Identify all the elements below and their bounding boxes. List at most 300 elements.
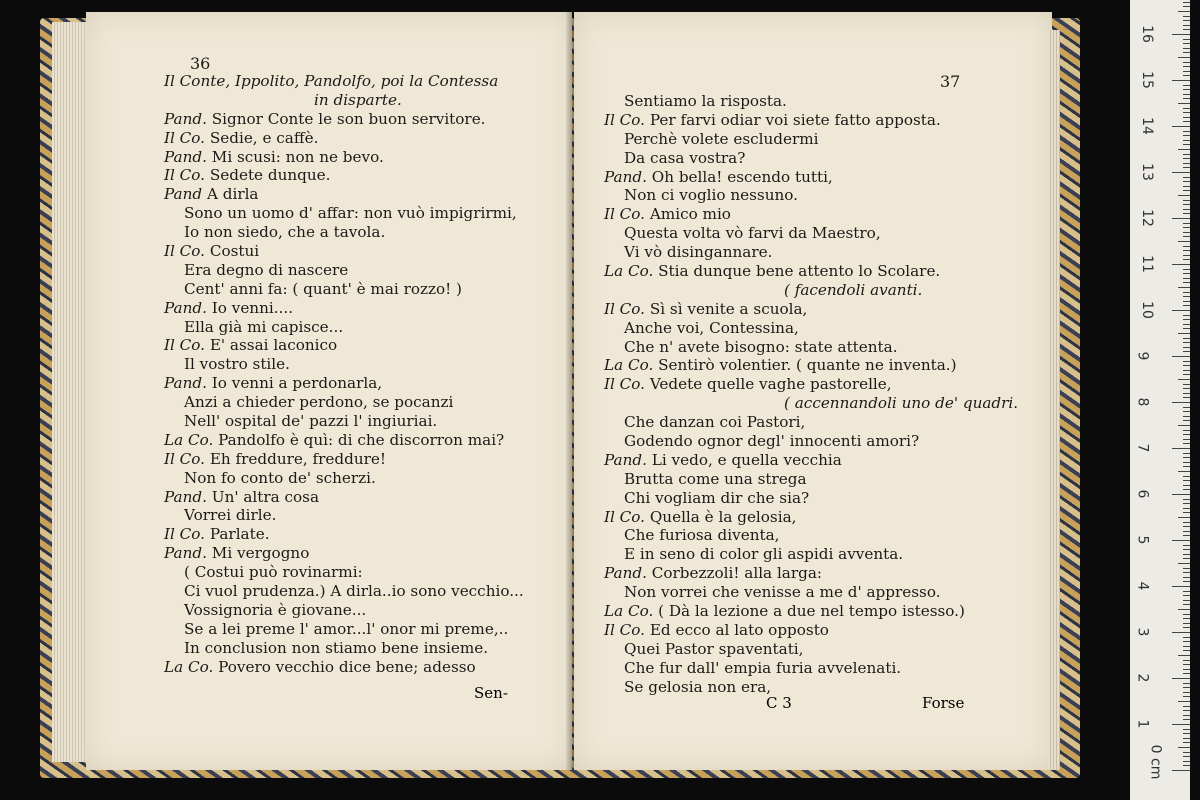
ruler-tick bbox=[1183, 190, 1190, 191]
line-text: Ci vuol prudenza.) A dirla..io sono vecchio... bbox=[184, 582, 524, 601]
ruler-tick bbox=[1172, 264, 1190, 265]
ruler-tick bbox=[1183, 457, 1190, 458]
line-text: Chi vogliam dir che sia? bbox=[624, 488, 810, 507]
ruler-tick bbox=[1183, 144, 1190, 145]
text-line bbox=[604, 224, 1018, 243]
text-line bbox=[164, 110, 524, 129]
ruler-tick bbox=[1183, 269, 1190, 270]
ruler-tick bbox=[1183, 430, 1190, 431]
ruler-number: 6 bbox=[1134, 489, 1151, 499]
text-line bbox=[604, 205, 1018, 224]
ruler-tick bbox=[1183, 591, 1190, 592]
ruler-tick bbox=[1183, 43, 1190, 44]
ruler-number: 1 bbox=[1134, 719, 1151, 729]
ruler-tick bbox=[1183, 393, 1190, 394]
ruler-tick bbox=[1178, 333, 1190, 334]
text-line bbox=[604, 338, 1018, 357]
ruler-tick bbox=[1183, 545, 1190, 546]
ruler-tick bbox=[1183, 443, 1190, 444]
ruler-tick bbox=[1183, 85, 1190, 86]
ruler-number: 9 bbox=[1134, 351, 1151, 361]
line-text: Sedie, e caffè. bbox=[209, 128, 319, 147]
speaker-label: La Co. bbox=[164, 657, 214, 676]
ruler-tick bbox=[1178, 701, 1190, 702]
speaker-label: Pand. bbox=[164, 109, 207, 128]
page-number-right: 37 bbox=[940, 72, 961, 91]
line-text: Sono un uomo d' affar: non vuò impigrirmi, bbox=[184, 204, 517, 223]
ruler-tick bbox=[1172, 80, 1190, 81]
speaker-label: Il Co. bbox=[164, 525, 206, 544]
ruler-tick bbox=[1183, 140, 1190, 141]
ruler-tick bbox=[1183, 623, 1190, 624]
ruler-number: 5 bbox=[1134, 535, 1151, 545]
ruler-tick bbox=[1172, 218, 1190, 219]
text-line bbox=[604, 451, 1018, 470]
ruler-tick bbox=[1183, 558, 1190, 559]
ruler-tick bbox=[1172, 540, 1190, 541]
line-text: Mi scusi: non ne bevo. bbox=[211, 147, 384, 166]
text-line bbox=[164, 620, 524, 639]
ruler-tick bbox=[1183, 71, 1190, 72]
speaker-label: Il Co. bbox=[604, 620, 646, 639]
ruler-number: 3 bbox=[1134, 627, 1151, 637]
ruler-tick bbox=[1183, 388, 1190, 389]
ruler-tick bbox=[1183, 351, 1190, 352]
ruler-tick bbox=[1183, 641, 1190, 642]
ruler-tick bbox=[1183, 236, 1190, 237]
speaker-label: Il Co. bbox=[164, 242, 206, 261]
ruler-tick bbox=[1183, 246, 1190, 247]
line-text: Non ci voglio nessuno. bbox=[624, 186, 798, 205]
ruler-tick bbox=[1183, 715, 1190, 716]
ruler-tick bbox=[1183, 522, 1190, 523]
signature-mark: C 3 bbox=[766, 694, 792, 712]
ruler-tick bbox=[1183, 719, 1190, 720]
ruler-tick bbox=[1183, 338, 1190, 339]
ruler-tick bbox=[1183, 687, 1190, 688]
ruler-tick bbox=[1183, 439, 1190, 440]
ruler-tick bbox=[1172, 356, 1190, 357]
line-text: Stia dunque bene attento lo Scolare. bbox=[658, 262, 941, 281]
ruler-number: 7 bbox=[1134, 443, 1151, 453]
line-text: Vossignoria è giovane... bbox=[184, 600, 367, 619]
ruler-tick bbox=[1183, 2, 1190, 3]
ruler-tick bbox=[1178, 287, 1190, 288]
line-text: Io non siedo, che a tavola. bbox=[184, 223, 386, 242]
text-line bbox=[604, 394, 1018, 413]
ruler-tick bbox=[1183, 531, 1190, 532]
text-line bbox=[164, 658, 524, 677]
line-text: Pandolfo è quì: di che discorron mai? bbox=[218, 430, 505, 449]
text-line bbox=[164, 450, 524, 469]
ruler-tick bbox=[1183, 39, 1190, 40]
speaker-label: Il Co. bbox=[164, 128, 206, 147]
ruler-tick bbox=[1178, 11, 1190, 12]
ruler-number: 12 bbox=[1138, 209, 1155, 227]
ruler-tick bbox=[1183, 250, 1190, 251]
speaker-label: Pand bbox=[164, 185, 203, 204]
ruler-tick bbox=[1183, 614, 1190, 615]
ruler-tick bbox=[1183, 600, 1190, 601]
ruler-tick bbox=[1183, 577, 1190, 578]
ruler-tick bbox=[1183, 347, 1190, 348]
ruler-tick bbox=[1183, 6, 1190, 7]
ruler-tick bbox=[1183, 568, 1190, 569]
text-line bbox=[604, 281, 1018, 300]
ruler-tick bbox=[1172, 632, 1190, 633]
line-text: ( facendoli avanti. bbox=[784, 280, 923, 299]
line-text: Brutta come una strega bbox=[624, 469, 807, 488]
line-text: Li vedo, e quella vecchia bbox=[651, 450, 842, 469]
ruler-tick bbox=[1183, 259, 1190, 260]
ruler-number: 16 bbox=[1138, 25, 1155, 43]
line-text: Perchè volete escludermi bbox=[624, 129, 819, 148]
text-line bbox=[164, 563, 524, 582]
text-line bbox=[164, 544, 524, 563]
text-line bbox=[604, 621, 1018, 640]
ruler-number: 10 bbox=[1138, 301, 1155, 319]
speaker-label: Il Co. bbox=[604, 375, 646, 394]
line-text: Mi vergogno bbox=[211, 544, 310, 563]
text-line bbox=[164, 469, 524, 488]
ruler-tick bbox=[1172, 402, 1190, 403]
ruler-tick bbox=[1172, 678, 1190, 679]
ruler-tick bbox=[1172, 126, 1190, 127]
ruler-tick bbox=[1183, 292, 1190, 293]
ruler-tick bbox=[1183, 135, 1190, 136]
ruler-tick bbox=[1183, 361, 1190, 362]
ruler-tick bbox=[1183, 278, 1190, 279]
ruler-tick bbox=[1183, 94, 1190, 95]
speaker-label: Il Co. bbox=[604, 299, 646, 318]
speaker-label: Il Co. bbox=[604, 507, 646, 526]
ruler-tick bbox=[1183, 673, 1190, 674]
ruler-tick bbox=[1183, 301, 1190, 302]
line-text: Parlate. bbox=[209, 525, 270, 544]
text-line bbox=[164, 601, 524, 620]
text-line bbox=[604, 526, 1018, 545]
text-line bbox=[604, 149, 1018, 168]
ruler-tick bbox=[1183, 733, 1190, 734]
text-line bbox=[604, 111, 1018, 130]
ruler-tick bbox=[1183, 365, 1190, 366]
text-line bbox=[164, 412, 524, 431]
ruler-tick bbox=[1183, 154, 1190, 155]
ruler-tick bbox=[1183, 637, 1190, 638]
ruler-tick bbox=[1172, 34, 1190, 35]
ruler-tick bbox=[1183, 416, 1190, 417]
line-text: Che furiosa diventa, bbox=[624, 526, 780, 545]
ruler-tick bbox=[1183, 213, 1190, 214]
ruler-tick bbox=[1183, 315, 1190, 316]
text-line bbox=[164, 355, 524, 374]
ruler-tick bbox=[1183, 223, 1190, 224]
line-text: Sì sì venite a scuola, bbox=[649, 299, 808, 318]
line-text: Vedete quelle vaghe pastorelle, bbox=[649, 375, 892, 394]
ruler-tick bbox=[1178, 149, 1190, 150]
ruler-tick bbox=[1183, 604, 1190, 605]
ruler-tick bbox=[1183, 627, 1190, 628]
speaker-label: Il Co. bbox=[164, 166, 206, 185]
speaker-label: La Co. bbox=[164, 430, 214, 449]
ruler-tick bbox=[1183, 752, 1190, 753]
ruler-tick bbox=[1183, 370, 1190, 371]
ruler-tick bbox=[1183, 765, 1190, 766]
ruler-tick bbox=[1183, 411, 1190, 412]
ruler-tick bbox=[1183, 16, 1190, 17]
ruler-number: 11 bbox=[1138, 255, 1155, 273]
text-line bbox=[164, 204, 524, 223]
speaker-label: La Co. bbox=[604, 602, 654, 621]
text-line bbox=[604, 243, 1018, 262]
ruler-number: 2 bbox=[1134, 673, 1151, 683]
ruler-tick bbox=[1183, 669, 1190, 670]
ruler-tick bbox=[1183, 489, 1190, 490]
text-line bbox=[164, 336, 524, 355]
ruler-tick bbox=[1172, 448, 1190, 449]
text-line bbox=[164, 261, 524, 280]
speaker-label: Pand. bbox=[164, 487, 207, 506]
ruler-tick bbox=[1183, 52, 1190, 53]
text-line bbox=[164, 223, 524, 242]
ruler-tick bbox=[1178, 609, 1190, 610]
line-text: In conclusion non stiamo bene insieme. bbox=[184, 638, 489, 657]
line-text: ( Costui può rovinarmi: bbox=[184, 563, 363, 582]
ruler-tick bbox=[1178, 241, 1190, 242]
ruler-tick bbox=[1183, 526, 1190, 527]
ruler-number: 8 bbox=[1134, 397, 1151, 407]
line-text: Che n' avete bisogno: state attenta. bbox=[624, 337, 898, 356]
text-line bbox=[604, 564, 1018, 583]
speaker-label: Pand. bbox=[164, 298, 207, 317]
page-number-left: 36 bbox=[190, 54, 211, 73]
ruler-tick bbox=[1183, 305, 1190, 306]
ruler-tick bbox=[1183, 660, 1190, 661]
right-page bbox=[574, 12, 1052, 770]
right-text-block bbox=[604, 92, 1018, 697]
ruler-tick bbox=[1172, 172, 1190, 173]
text-line bbox=[164, 148, 524, 167]
ruler-tick bbox=[1172, 724, 1190, 725]
speaker-label: Il Co. bbox=[164, 336, 206, 355]
ruler-tick bbox=[1183, 729, 1190, 730]
speaker-label: Pand. bbox=[604, 564, 647, 583]
line-text: Da casa vostra? bbox=[624, 148, 746, 167]
text-line bbox=[164, 582, 524, 601]
ruler-tick bbox=[1183, 384, 1190, 385]
line-text: ( accennandoli uno de' quadri. bbox=[784, 394, 1019, 413]
right-lines bbox=[604, 92, 1018, 697]
ruler-tick bbox=[1183, 324, 1190, 325]
line-text: Cent' anni fa: ( quant' è mai rozzo! ) bbox=[184, 279, 462, 298]
text-line bbox=[164, 525, 524, 544]
left-text-block bbox=[164, 72, 524, 677]
text-line bbox=[604, 375, 1018, 394]
line-text: Ella già mi capisce... bbox=[184, 317, 344, 336]
line-text: Io venni a perdonarla, bbox=[211, 374, 383, 393]
line-text: Non vorrei che venisse a me d' appresso. bbox=[624, 583, 941, 602]
line-text: Io venni.... bbox=[211, 298, 294, 317]
ruler-tick bbox=[1183, 227, 1190, 228]
ruler-tick bbox=[1183, 618, 1190, 619]
ruler-tick bbox=[1183, 499, 1190, 500]
text-line bbox=[164, 393, 524, 412]
text-line bbox=[164, 374, 524, 393]
ruler-tick bbox=[1183, 89, 1190, 90]
ruler-tick bbox=[1178, 471, 1190, 472]
ruler-tick bbox=[1183, 508, 1190, 509]
text-line bbox=[164, 506, 524, 525]
ruler-tick bbox=[1183, 535, 1190, 536]
text-line bbox=[604, 92, 1018, 111]
speaker-label: Il Co. bbox=[604, 205, 646, 224]
ruler-tick bbox=[1183, 581, 1190, 582]
ruler-tick bbox=[1183, 167, 1190, 168]
line-text: Corbezzoli! alla larga: bbox=[651, 564, 823, 583]
text-line bbox=[604, 186, 1018, 205]
text-line bbox=[164, 129, 524, 148]
line-text: Quella è la gelosia, bbox=[649, 507, 797, 526]
speaker-label: Pand. bbox=[164, 147, 207, 166]
ruler-unit-label: 0 cm bbox=[1147, 744, 1164, 780]
ruler-tick bbox=[1172, 310, 1190, 311]
text-line bbox=[604, 432, 1018, 451]
line-text: Ed ecco al lato opposto bbox=[649, 620, 829, 639]
ruler-tick bbox=[1183, 512, 1190, 513]
ruler-tick bbox=[1183, 595, 1190, 596]
ruler-number: 15 bbox=[1138, 71, 1155, 89]
ruler-tick bbox=[1183, 742, 1190, 743]
speaker-label: La Co. bbox=[604, 356, 654, 375]
ruler-tick bbox=[1183, 374, 1190, 375]
ruler-tick bbox=[1183, 200, 1190, 201]
ruler-tick bbox=[1183, 181, 1190, 182]
ruler-tick bbox=[1183, 761, 1190, 762]
text-line bbox=[604, 319, 1018, 338]
catchword-right: Forse bbox=[922, 694, 965, 712]
ruler-tick bbox=[1183, 476, 1190, 477]
ruler-tick bbox=[1178, 57, 1190, 58]
scene-heading: Il Conte, Ippolito, Pandolfo, poi la Contessa bbox=[164, 72, 499, 90]
ruler-number: 13 bbox=[1138, 163, 1155, 181]
ruler-tick bbox=[1183, 117, 1190, 118]
text-line bbox=[604, 356, 1018, 375]
ruler-tick bbox=[1178, 517, 1190, 518]
ruler-tick bbox=[1183, 738, 1190, 739]
speaker-label: Il Co. bbox=[164, 449, 206, 468]
line-text: Nell' ospital de' pazzi l' ingiuriai. bbox=[184, 412, 438, 431]
line-text: Costui bbox=[209, 242, 260, 261]
line-text: Che fur dall' empia furia avvelenati. bbox=[624, 658, 902, 677]
ruler-tick bbox=[1183, 692, 1190, 693]
text-line bbox=[164, 280, 524, 299]
line-text: Se a lei preme l' amor...l' onor mi preme,.. bbox=[184, 619, 509, 638]
ruler-tick bbox=[1183, 683, 1190, 684]
scene-heading-continued: in disparte. bbox=[314, 90, 402, 109]
ruler-tick bbox=[1178, 747, 1190, 748]
ruler-tick bbox=[1183, 108, 1190, 109]
ruler-tick bbox=[1183, 282, 1190, 283]
ruler-tick bbox=[1183, 48, 1190, 49]
ruler-number: 14 bbox=[1138, 117, 1155, 135]
ruler-tick bbox=[1183, 485, 1190, 486]
ruler-tick bbox=[1183, 121, 1190, 122]
line-text: Se gelosia non era, bbox=[624, 677, 772, 696]
line-text: Signor Conte le son buon servitore. bbox=[211, 109, 486, 128]
ruler-tick bbox=[1183, 204, 1190, 205]
left-lines bbox=[164, 110, 524, 677]
line-text: Oh bella! escendo tutti, bbox=[651, 167, 833, 186]
text-line bbox=[164, 299, 524, 318]
line-text: Godendo ognor degl' innocenti amori? bbox=[624, 432, 920, 451]
text-line bbox=[164, 185, 524, 204]
ruler-tick bbox=[1183, 462, 1190, 463]
ruler-tick bbox=[1183, 25, 1190, 26]
text-line bbox=[604, 130, 1018, 149]
ruler-tick bbox=[1183, 756, 1190, 757]
ruler-tick bbox=[1183, 549, 1190, 550]
text-line bbox=[604, 602, 1018, 621]
ruler-tick bbox=[1178, 103, 1190, 104]
page-stack-right bbox=[1048, 30, 1060, 770]
text-line bbox=[604, 262, 1018, 281]
text-line bbox=[164, 242, 524, 261]
ruler-tick bbox=[1178, 195, 1190, 196]
line-text: Che danzan coi Pastori, bbox=[624, 413, 806, 432]
text-line bbox=[604, 470, 1018, 489]
ruler-number: 4 bbox=[1134, 581, 1151, 591]
text-line bbox=[164, 318, 524, 337]
text-line bbox=[604, 545, 1018, 564]
speaker-label: Pand. bbox=[604, 167, 647, 186]
line-text: Anche voi, Contessina, bbox=[624, 318, 799, 337]
ruler-tick bbox=[1183, 554, 1190, 555]
ruler-tick bbox=[1183, 434, 1190, 435]
ruler-tick bbox=[1183, 209, 1190, 210]
speaker-label: Pand. bbox=[164, 544, 207, 563]
line-text: Povero vecchio dice bene; adesso bbox=[218, 657, 476, 676]
ruler-tick bbox=[1183, 75, 1190, 76]
text-line bbox=[604, 583, 1018, 602]
ruler-tick bbox=[1172, 586, 1190, 587]
text-line bbox=[164, 431, 524, 450]
ruler-tick bbox=[1183, 342, 1190, 343]
ruler-tick bbox=[1183, 319, 1190, 320]
text-line bbox=[604, 489, 1018, 508]
speaker-label: La Co. bbox=[604, 262, 654, 281]
ruler-tick bbox=[1183, 20, 1190, 21]
ruler-tick bbox=[1183, 273, 1190, 274]
line-text: A dirla bbox=[206, 185, 259, 204]
ruler-tick bbox=[1183, 420, 1190, 421]
ruler-tick bbox=[1183, 177, 1190, 178]
speaker-label: Pand. bbox=[164, 374, 207, 393]
line-text: Non fo conto de' scherzi. bbox=[184, 468, 376, 487]
ruler-tick bbox=[1178, 425, 1190, 426]
ruler-tick bbox=[1183, 328, 1190, 329]
text-line bbox=[604, 168, 1018, 187]
ruler-tick bbox=[1183, 296, 1190, 297]
line-text: Era degno di nascere bbox=[184, 260, 349, 279]
ruler-tick bbox=[1183, 112, 1190, 113]
ruler-tick bbox=[1183, 646, 1190, 647]
ruler-tick bbox=[1183, 453, 1190, 454]
text-line bbox=[164, 488, 524, 507]
ruler-tick bbox=[1183, 255, 1190, 256]
ruler-tick bbox=[1178, 379, 1190, 380]
ruler-tick bbox=[1178, 563, 1190, 564]
catchword-left: Sen- bbox=[474, 684, 508, 702]
